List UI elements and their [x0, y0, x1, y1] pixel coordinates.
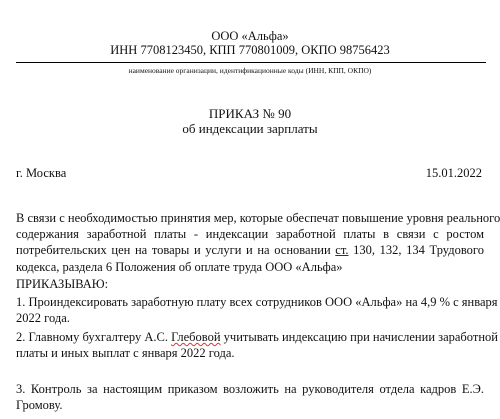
- preamble-text: 130, 132, 134 Трудового: [348, 243, 484, 258]
- order-item-3: [16, 381, 484, 413]
- order-date: 15.01.2022: [425, 166, 482, 180]
- header-caption: наименование организации, идентификационные коды (ИНН, КПП, ОКПО): [128, 66, 372, 75]
- accountant-name: Глебовой: [171, 330, 221, 344]
- preamble-line: кодекса, раздела 6 Положения об оплате труда ООО «Альфа»: [16, 259, 343, 274]
- organization-codes: ИНН 7708123450, КПП 770801009, ОКПО 98756423: [110, 43, 390, 57]
- order-item-2: [16, 329, 498, 361]
- order-subject: об индексации зарплаты: [182, 121, 318, 136]
- item-text: 2. Главному бухгалтеру А.С.: [16, 330, 172, 344]
- preamble-line: [16, 242, 484, 258]
- organization-name: ООО «Альфа»: [211, 29, 289, 43]
- preamble-line: В связи с необходимостью принятия мер, которые обеспечат повышение уровня реального: [16, 211, 500, 225]
- preamble-line: содержания заработной платы - индексации заработной платы в связи с ростом: [16, 227, 484, 242]
- preamble-text: потребительских цен на товары и услуги и на основании: [16, 243, 336, 258]
- header-divider: [16, 62, 486, 63]
- law-article-link[interactable]: ст.: [335, 243, 349, 258]
- place: г. Москва: [16, 166, 67, 180]
- item-line: 3. Контроль за настоящим приказом возложить на руководителя отдела кадров Е.Э.: [16, 382, 484, 396]
- item-line: Громову.: [16, 398, 63, 413]
- item-line: 1. Проиндексировать заработную плату всех сотрудников ООО «Альфа» на 4,9 % с января: [16, 295, 498, 309]
- item-text: учитывать индексацию при начислении заработной: [220, 330, 498, 344]
- order-item-1: [16, 294, 498, 326]
- item-line: [16, 329, 498, 345]
- item-line: платы и иных выплат с января 2022 года.: [16, 346, 235, 361]
- preamble: [16, 210, 500, 275]
- order-word: ПРИКАЗЫВАЮ:: [16, 277, 109, 291]
- order-title: ПРИКАЗ № 90: [208, 106, 292, 121]
- item-line: 2022 года.: [16, 311, 70, 326]
